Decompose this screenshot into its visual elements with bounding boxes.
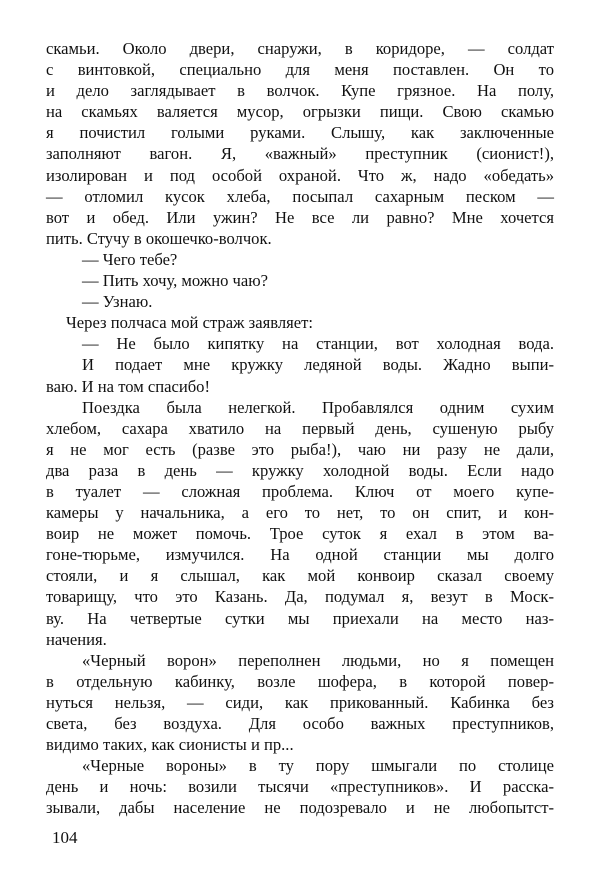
dialogue-line: — Чего тебе? [82,249,178,269]
text-line: гоне-тюрьме, измучился. На одной станции мы долго [46,545,554,565]
text-line: света, без воздуха. Для особо важных преступников, [46,714,554,733]
text-line: скамьи. Около двери, снаружи, в коридоре, — солдат [46,39,554,58]
dialogue-line: — Узнаю. [82,292,153,312]
text-line: — отломил кусок хлеба, посыпал сахарным песком — [46,186,554,206]
dialogue-line: — Не было кипятку на станции, вот холодная вода. [82,334,554,354]
text-line: я не мог есть (разве это рыба!), чаю ни разу не дали, [46,439,554,459]
text-line: товарищу, что это Казань. Да, подумал я, везут в Моск- [46,587,554,607]
text-line: день и ночь: возили тысячи «преступников». И расска- [46,777,554,797]
text-line: «Черные вороны» в ту пору шмыгали по столице [82,756,554,776]
text-line: стояли, и я слышал, как мой конвоир сказал своему [46,566,554,586]
text-line: Через полчаса мой страж заявляет: [66,313,313,333]
text-line: И подает мне кружку ледяной воды. Жадно выпи- [82,355,554,375]
text-line: пить. Стучу в окошечко-волчок. [46,228,272,248]
text-line: начения. [46,629,107,649]
text-line: ву. На четвертые сутки мы приехали на место наз- [46,608,554,628]
text-line: с винтовкой, специально для меня поставлен. Он то [46,60,554,80]
text-line: заполняют вагон. Я, «важный» преступник (сионист!), [46,144,554,164]
text-line: Поездка была нелегкой. Пробавлялся одним сухим [82,397,554,417]
text-line: на скамьях валяется мусор, огрызки пищи. Свою скамью [46,102,554,122]
text-line: камеры у начальника, а его то нет, то он спит, и кон- [46,503,554,523]
text-line: я почистил голыми руками. Слышу, как заключенные [46,123,554,143]
text-line: зывали, дабы население не подозревало и не любопытст- [46,798,554,818]
text-line: видимо таких, как сионисты и пр... [46,735,294,755]
page-number: 104 [52,828,78,847]
text-line: воир не может помочь. Трое суток я ехал в этом ва- [46,524,554,544]
text-line: хлебом, сахара хватило на первый день, сушеную рыбу [46,418,554,438]
text-line: вот и обед. Или ужин? Не все ли равно? Мне хочется [46,207,554,227]
text-line: в туалет — сложная проблема. Ключ от моего купе- [46,481,554,501]
dialogue-line: — Пить хочу, можно чаю? [82,271,269,291]
text-line: два раза в день — кружку холодной воды. Если надо [46,460,554,480]
text-line: нуться нельзя, — сиди, как прикованный. Кабинка без [46,692,554,712]
text-line: ваю. И на том спасибо! [46,376,210,396]
text-line: изолирован и под особой охраной. Что ж, надо «обедать» [46,165,554,185]
text-line: и дело заглядывает в волчок. Купе грязное. На полу, [46,81,554,101]
text-line: «Черный ворон» переполнен людьми, но я помещен [82,650,554,670]
text-line: в отдельную кабинку, возле шофера, в которой повер- [46,671,554,691]
page-text-block [46,38,554,818]
